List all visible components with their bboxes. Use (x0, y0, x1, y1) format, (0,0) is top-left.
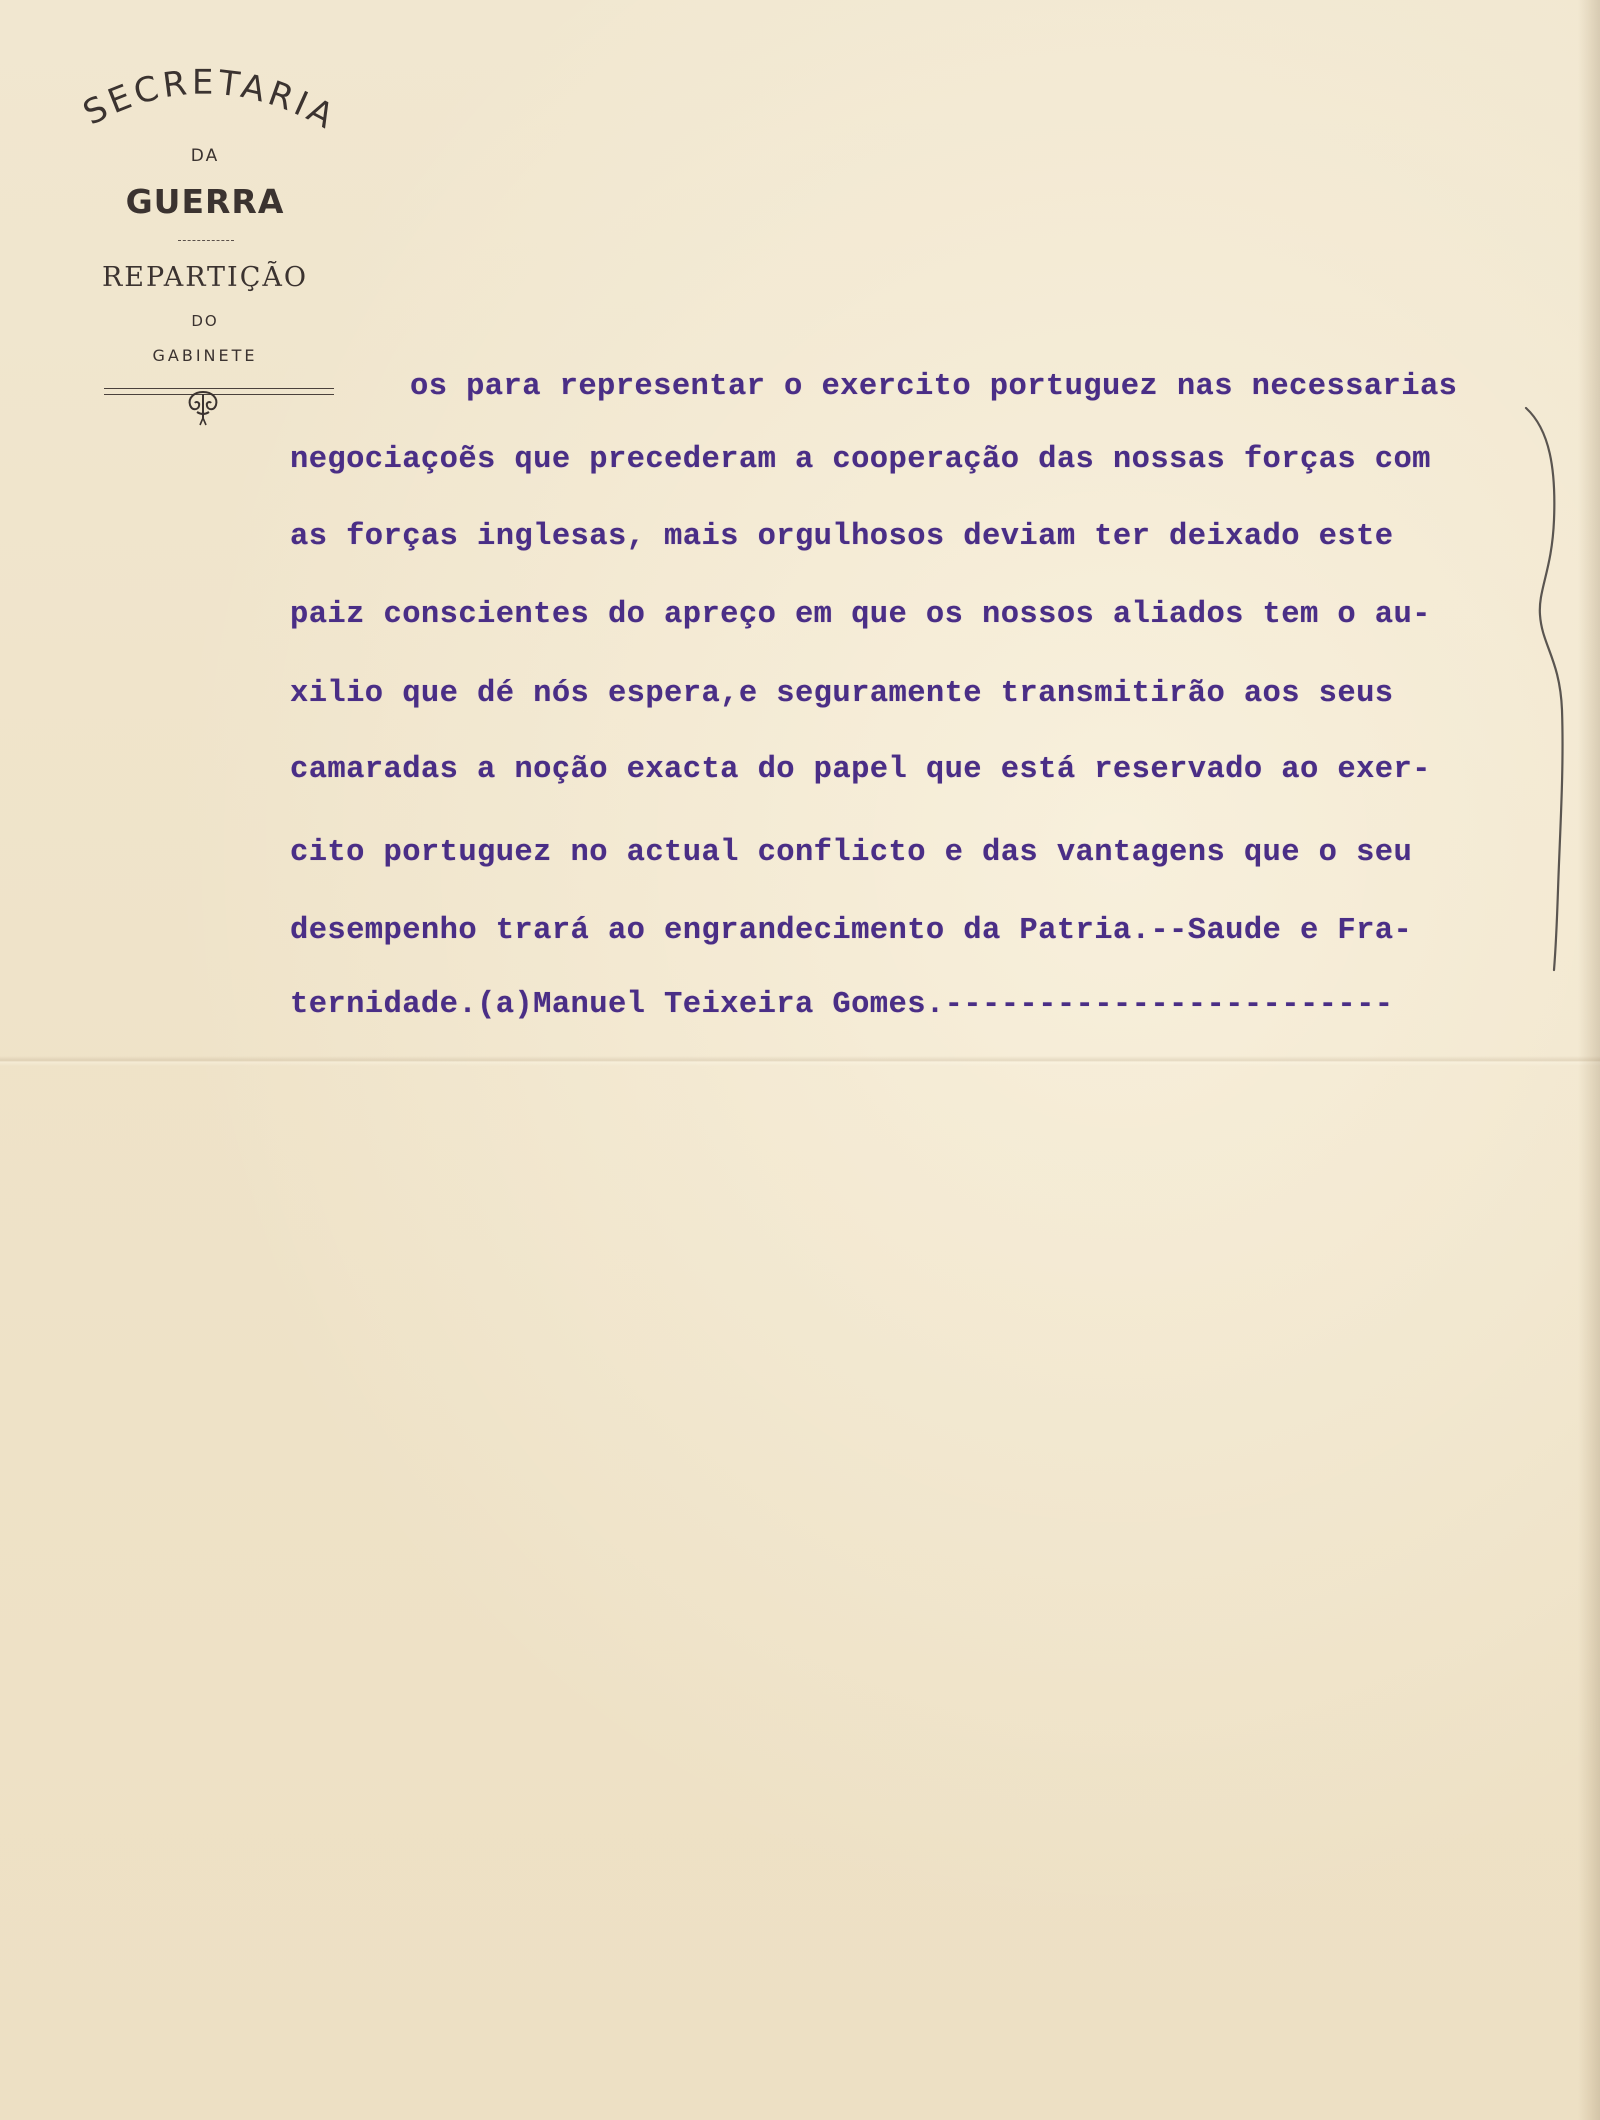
letter-line: ternidade.(a)Manuel Teixeira Gomes.------------------------ (290, 988, 1394, 1022)
letter-line: cito portuguez no actual conflicto e das vantagens que o seu (290, 836, 1413, 870)
letter-line: camaradas a noção exacta do papel que está reservado ao exer- (290, 753, 1431, 787)
letter-line: negociaçoẽs que precederam a cooperação das nossas forças com (290, 443, 1431, 477)
letter-line: desempenho trará ao engrandecimento da Patria.--Saude e Fra- (290, 914, 1413, 948)
letter-line: as forças inglesas, mais orgulhosos deviam ter deixado este (290, 520, 1394, 554)
letterhead-da: DA (190, 146, 220, 166)
letterhead-do: DO (191, 312, 219, 330)
letter-line: paiz conscientes do apreço em que os nossos aliados tem o au- (290, 598, 1431, 632)
letterhead-reparticao: REPARTIÇÃO (101, 262, 309, 293)
margin-bracket-mark (1520, 390, 1580, 990)
letterhead-guerra: GUERRA (125, 182, 285, 221)
letterhead-gabinete: GABINETE (152, 346, 258, 365)
letter-line: os para representar o exercito portuguez nas necessarias (410, 370, 1458, 404)
letterhead-secretaria: SECRETARIA (76, 62, 344, 139)
letter-line: xilio que dé nós espera,e seguramente transmitirão aos seus (290, 677, 1394, 711)
